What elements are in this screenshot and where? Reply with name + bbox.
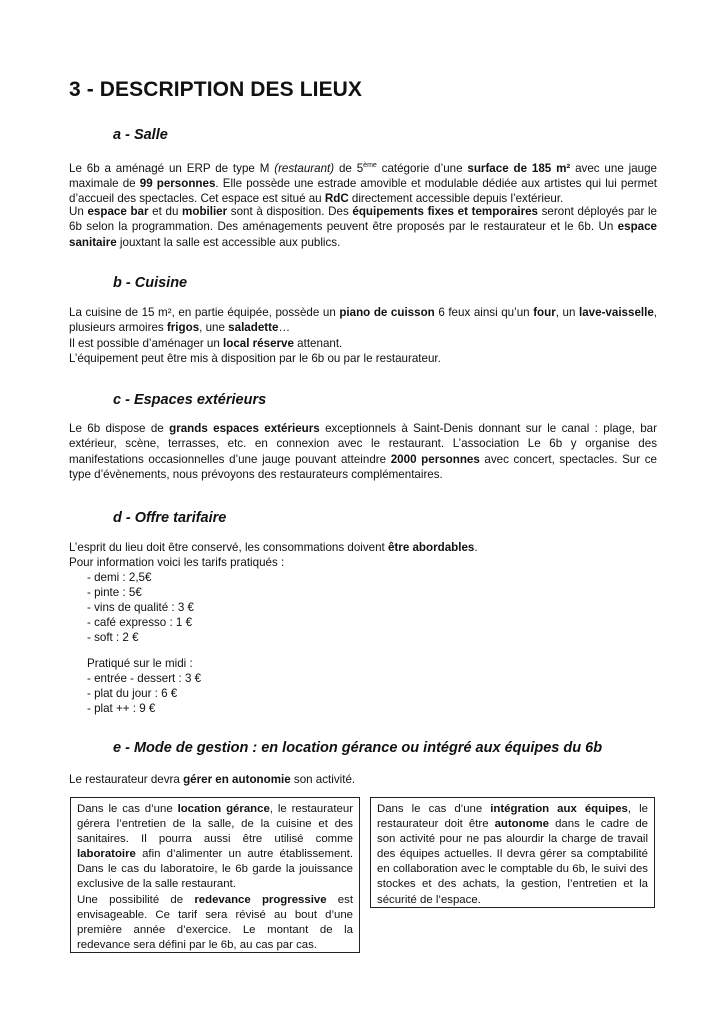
list-item: - vins de qualité : 3 € bbox=[87, 601, 194, 615]
box-left-text-2: Une possibilité de redevance progressive est envisageable. Ce tarif sera révisé au bout d’une première année d’exercice. Le montant de la redevance sera défini par le 6b, au cas par cas. bbox=[77, 893, 353, 951]
section-title-tarifs: d - Offre tarifaire bbox=[113, 510, 227, 526]
paragraph-cuisine-2: Il est possible d’aménager un local réserve attenant. bbox=[69, 337, 343, 350]
section-title-salle: a - Salle bbox=[113, 127, 168, 143]
box-left-text-1: Dans le cas d’une location gérance, le restaurateur gérera l’entretien de la salle, de la cuisine et des sanitaires. Il pourra aussi être utilisé comme laboratoire afin d’alimenter un autre établissement. Dans le cas du laboratoire, le 6b garde la jouissance exclusive de la salle restaurant. bbox=[77, 803, 353, 891]
list-item: - café expresso : 1 € bbox=[87, 616, 193, 630]
paragraph-tarifs-intro: L’esprit du lieu doit être conservé, les consommations doivent être abordables. bbox=[69, 541, 478, 554]
paragraph-salle-1: Le 6b a aménagé un ERP de type M (restaurant) de 5ème catégorie d’une surface de 185 m² avec une jauge maximale de 99 personnes. Elle possède une estrade amovible et modulable dédiée aux artistes qui lui permet d’accueil des spectacles. Cet espace est situé au RdC directement accessible depuis l’extérieur. bbox=[69, 161, 657, 206]
paragraph-gestion-intro: Le restaurateur devra gérer en autonomie son activité. bbox=[69, 773, 356, 786]
list-item: - soft : 2 € bbox=[87, 631, 139, 645]
tarifs-midi-list bbox=[69, 656, 201, 716]
section-title-gestion: e - Mode de gestion : en location gérance ou intégré aux équipes du 6b bbox=[113, 740, 603, 756]
box-integration-equipes bbox=[370, 797, 655, 908]
midi-title: Pratiqué sur le midi : bbox=[87, 657, 193, 670]
list-item: - entrée - dessert : 3 € bbox=[87, 672, 202, 686]
list-item: - pinte : 5€ bbox=[87, 586, 142, 600]
list-item: - plat ++ : 9 € bbox=[87, 702, 156, 716]
section-title-cuisine: b - Cuisine bbox=[113, 275, 188, 291]
box-right-text: Dans le cas d’une intégration aux équipes, le restaurateur doit être autonome dans le cadre de son activité pour ne pas alourdir la charge de travail des équipes actuelles. Il devra gérer sa comptabilité en collaboration avec le comptable du 6b, le suivi des stockes et des achats, la gestion, l’entretien et la sécurité de l’espace. bbox=[377, 803, 648, 906]
section-title-exterieurs: c - Espaces extérieurs bbox=[113, 392, 267, 408]
tarifs-list bbox=[69, 570, 194, 645]
paragraph-tarifs-intro-2: Pour information voici les tarifs pratiqués : bbox=[69, 556, 285, 569]
page-title: 3 - DESCRIPTION DES LIEUX bbox=[69, 78, 363, 101]
list-item: - plat du jour : 6 € bbox=[87, 687, 178, 701]
paragraph-cuisine-3: L’équipement peut être mis à disposition par le 6b ou par le restaurateur. bbox=[69, 352, 441, 365]
paragraph-salle-2: Un espace bar et du mobilier sont à disposition. Des équipements fixes et temporaires seront déployés par le 6b selon la programmation. Des aménagements peuvent être proposés par le restaurateur et le 6b. Un espace sanitaire jouxtant la salle est accessible aux publics. bbox=[69, 205, 658, 249]
paragraph-cuisine-1: La cuisine de 15 m², en partie équipée, possède un piano de cuisson 6 feux ainsi qu’un four, un lave-vaisselle, plusieurs armoires frigos, une saladette… bbox=[69, 306, 658, 335]
list-item: - demi : 2,5€ bbox=[87, 571, 152, 584]
paragraph-exterieurs: Le 6b dispose de grands espaces extérieurs exceptionnels à Saint-Denis donnant sur le canal : plage, bar extérieur, scène, terrasses, etc. en connexion avec le restaurant. L’association Le 6b y organise des manifestations occasionnelles d’une jauge pouvant atteindre 2000 personnes avec concert, spectacles. Sur ce type d’évènements, nous prévoyons des restaurateurs complémentaires. bbox=[69, 422, 657, 481]
box-location-gerance bbox=[70, 797, 360, 953]
